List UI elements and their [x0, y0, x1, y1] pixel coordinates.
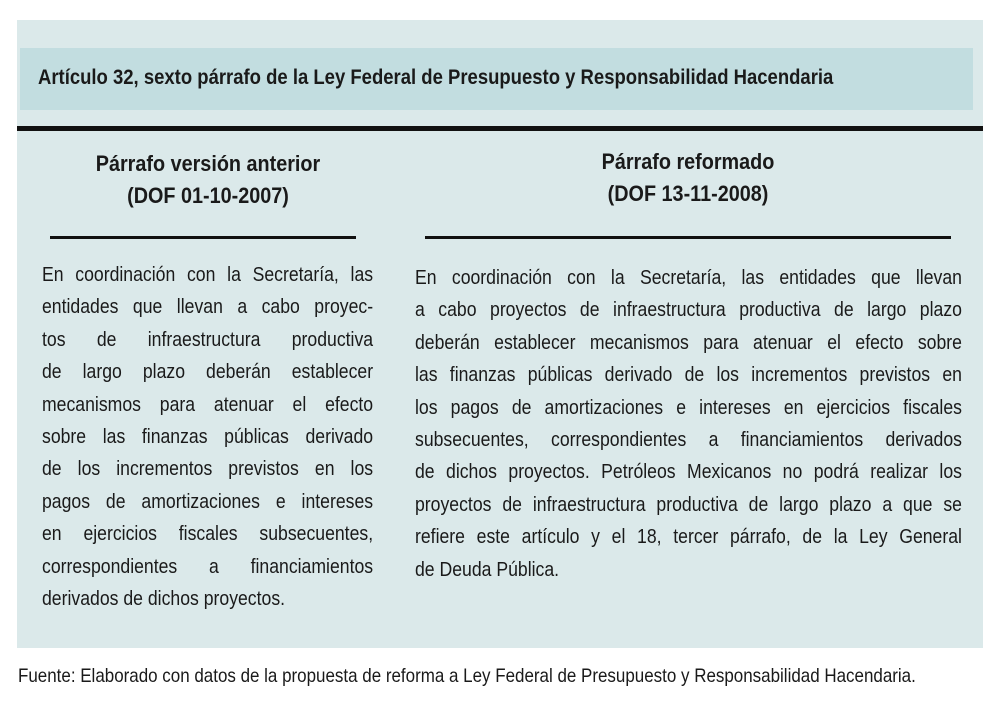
paragraph-line: proyectos de infraestructura productiva de largo plazo a que se	[415, 492, 962, 516]
left-heading-title: Párrafo versión anterior	[95, 151, 321, 176]
paragraph-line: los pagos de amortizaciones e intereses en ejercicios fiscales	[415, 395, 962, 419]
paragraph-line: En coordinación con la Secretaría, las entidades que llevan	[415, 266, 962, 289]
paragraph-line: refiere este artículo y el 18, tercer párrafo, de la Ley General	[415, 525, 962, 549]
paragraph-line: En coordinación con la Secretaría, las	[42, 263, 374, 286]
paragraph-line: de largo plazo deberán establecer	[42, 360, 374, 384]
page-title: Artículo 32, sexto párrafo de la Ley Federal de Presupuesto y Responsabilidad Hacendaria	[38, 65, 834, 89]
left-heading-rule	[50, 236, 356, 239]
paragraph-line: a cabo proyectos de infraestructura productiva de largo plazo	[415, 298, 962, 322]
right-column-heading	[438, 146, 938, 210]
header-divider	[17, 126, 983, 131]
paragraph-line: correspondientes a financiamientos	[42, 554, 374, 578]
paragraph-line: mecanismos para atenuar el efecto	[42, 392, 374, 416]
right-heading-title: Párrafo reformado	[601, 149, 775, 174]
paragraph-line: entidades que llevan a cabo proyec-	[42, 295, 374, 319]
left-column-heading	[57, 148, 359, 212]
right-heading-date: (DOF 13-11-2008)	[607, 181, 769, 206]
paragraph-line: pagos de amortizaciones e intereses	[42, 489, 374, 513]
right-paragraph	[415, 262, 962, 586]
paragraph-line: de dichos proyectos. Petróleos Mexicanos no podrá realizar los	[415, 460, 962, 484]
left-paragraph	[42, 259, 373, 615]
source-footnote: Fuente: Elaborado con datos de la propuesta de reforma a Ley Federal de Presupuesto y Responsabilidad Hacendaria.	[18, 665, 916, 687]
paragraph-line: deberán establecer mecanismos para atenuar el efecto sobre	[415, 330, 962, 354]
paragraph-line: en ejercicios fiscales subsecuentes,	[42, 522, 374, 546]
paragraph-line: tos de infraestructura productiva	[42, 327, 374, 351]
paragraph-line: de Deuda Pública.	[415, 557, 560, 581]
right-heading-rule	[425, 236, 951, 239]
paragraph-line: subsecuentes, correspondientes a financiamientos derivados	[415, 427, 962, 451]
paragraph-line: sobre las finanzas públicas derivado	[42, 424, 374, 448]
paragraph-line: derivados de dichos proyectos.	[42, 586, 286, 610]
paragraph-line: las finanzas públicas derivado de los incrementos previstos en	[415, 363, 962, 387]
left-heading-date: (DOF 01-10-2007)	[127, 183, 289, 208]
paragraph-line: de los incrementos previstos en los	[42, 457, 374, 481]
